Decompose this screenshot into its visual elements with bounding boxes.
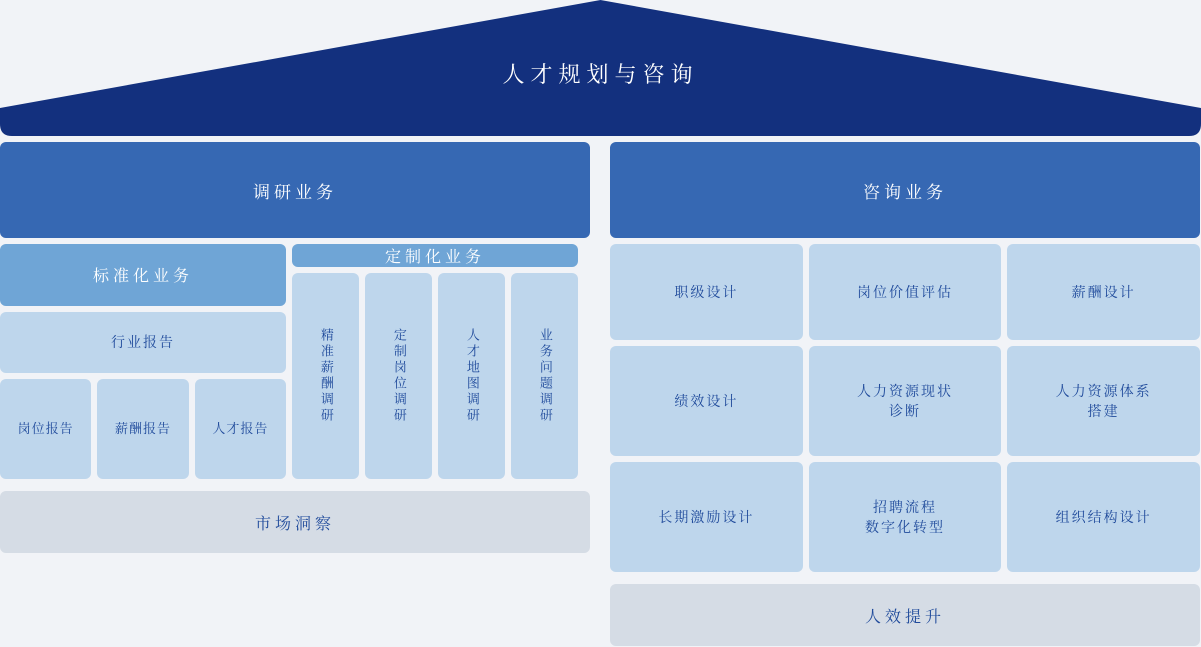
tile-talent-report[interactable]: 人才报告 <box>195 379 286 479</box>
tile-hr-status-diagnosis[interactable]: 人力资源现状 诊断 <box>809 346 1002 456</box>
tile-industry-report[interactable]: 行业报告 <box>0 312 286 374</box>
right-pillar <box>610 142 1200 646</box>
left-pillar <box>0 142 590 646</box>
roof-shape <box>0 0 1201 136</box>
tile-position-report[interactable]: 岗位报告 <box>0 379 91 479</box>
right-pillar-footer: 人效提升 <box>610 584 1200 646</box>
tile-performance-design[interactable]: 绩效设计 <box>610 346 803 456</box>
custom-business-row <box>292 273 578 479</box>
tile-long-term-incentive-design[interactable]: 长期激励设计 <box>610 462 803 572</box>
consulting-row-3 <box>610 462 1200 572</box>
roof-title: 人才规划与咨询 <box>502 62 699 87</box>
tile-hr-system-building[interactable]: 人力资源体系 搭建 <box>1007 346 1200 456</box>
tile-position-value-assessment[interactable]: 岗位价值评估 <box>809 244 1002 340</box>
custom-business-header[interactable]: 定制化业务 <box>292 244 578 267</box>
tile-custom-position-survey[interactable]: 定制岗位调研 <box>365 273 432 479</box>
tile-compensation-design[interactable]: 薪酬设计 <box>1007 244 1200 340</box>
tile-recruiting-digital-transformation[interactable]: 招聘流程 数字化转型 <box>809 462 1002 572</box>
tile-precise-salary-survey[interactable]: 精准薪酬调研 <box>292 273 359 479</box>
left-pillar-header: 调研业务 <box>0 142 590 238</box>
left-subsections <box>0 244 590 479</box>
standard-business-header[interactable]: 标准化业务 <box>0 244 286 306</box>
pillars-container <box>0 142 1201 646</box>
standard-business-group <box>0 244 286 479</box>
consulting-row-2 <box>610 346 1200 456</box>
consulting-row-1 <box>610 244 1200 340</box>
tile-business-problem-survey[interactable]: 业务问题调研 <box>511 273 578 479</box>
tile-salary-report[interactable]: 薪酬报告 <box>97 379 188 479</box>
left-pillar-footer: 市场洞察 <box>0 491 590 553</box>
tile-talent-map-survey[interactable]: 人才地图调研 <box>438 273 505 479</box>
standard-report-row <box>0 379 286 479</box>
tile-org-structure-design[interactable]: 组织结构设计 <box>1007 462 1200 572</box>
tile-grade-design[interactable]: 职级设计 <box>610 244 803 340</box>
right-pillar-header: 咨询业务 <box>610 142 1200 238</box>
custom-business-group <box>292 244 578 479</box>
